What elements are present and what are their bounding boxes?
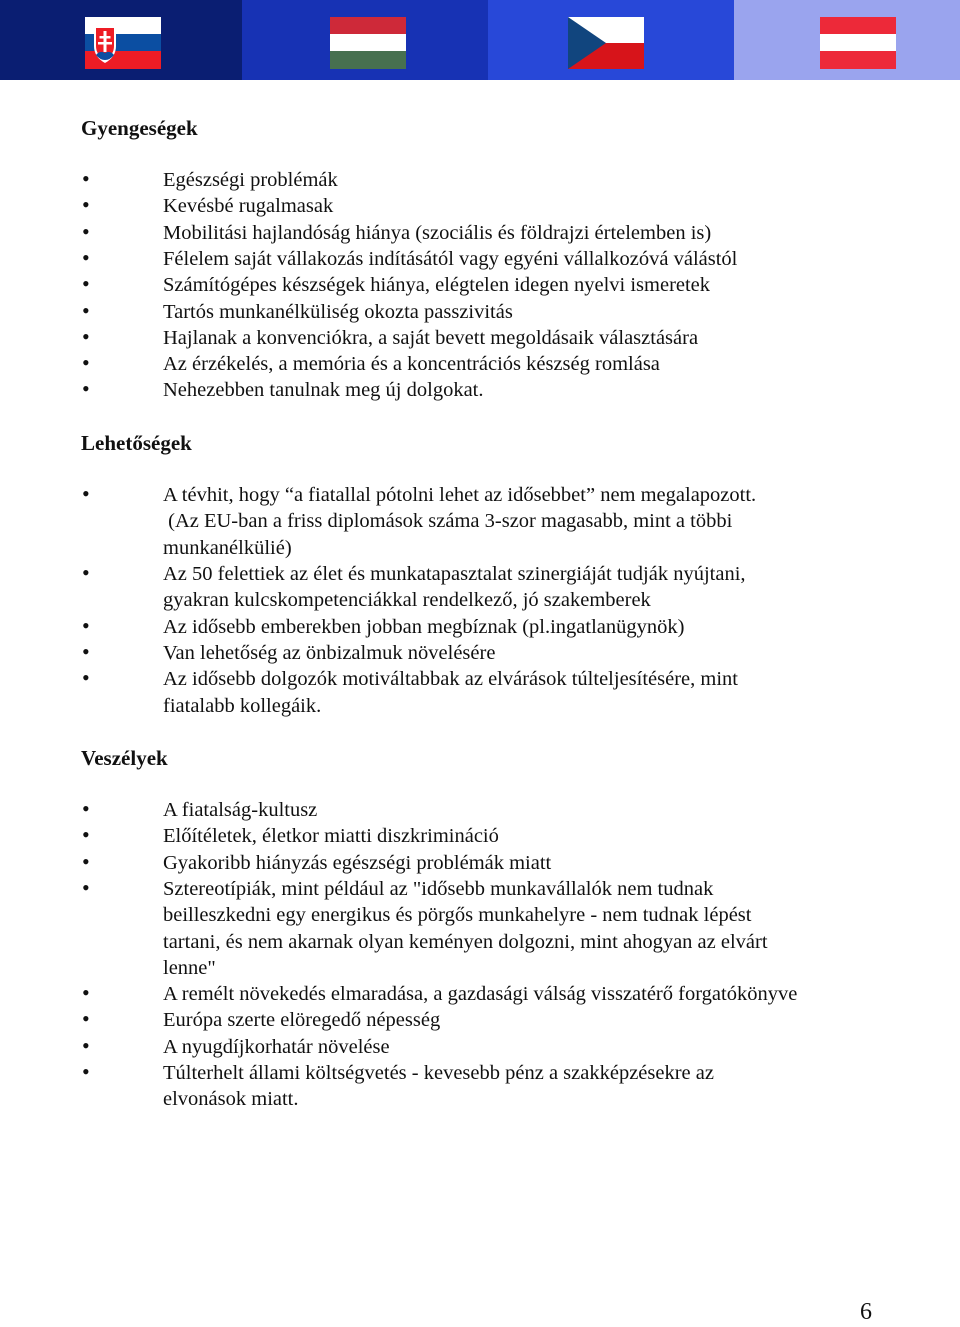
bullet-icon: • — [82, 796, 90, 821]
bullet-icon: • — [82, 874, 90, 900]
opportunities-item — [163, 640, 903, 666]
bullet-icon: • — [82, 1006, 90, 1032]
threats-item — [163, 850, 903, 876]
banner-band-4 — [734, 0, 960, 80]
list-item-line: Az idősebb emberekben jobban megbíznak (pl.ingatlanügynök) — [163, 615, 685, 638]
list-item-line: munkanélkülié) — [163, 536, 292, 559]
bullet-icon: • — [82, 980, 90, 1006]
opportunities-item — [163, 482, 903, 561]
page-number: 6 — [860, 1299, 872, 1325]
bullet-icon: • — [82, 822, 90, 848]
list-item-line: Sztereotípiák, mint például az "idősebb munkavállalók nem tudnak — [163, 877, 714, 900]
weaknesses-item — [163, 377, 903, 403]
opportunities-item — [163, 614, 903, 640]
weaknesses-item — [163, 193, 903, 219]
list-item-line: Az idősebb dolgozók motiváltabbak az elvárások túlteljesítésére, mint — [163, 668, 738, 691]
weaknesses-heading: Gyengeségek — [81, 116, 198, 140]
bullet-icon: • — [82, 244, 90, 270]
list-item-line: Az érzékelés, a memória és a koncentrációs készség romlása — [163, 353, 660, 376]
austria-flag-icon — [820, 17, 896, 69]
bullet-icon: • — [82, 218, 90, 244]
list-item-line: Számítógépes készségek hiánya, elégtelen idegen nyelvi ismeretek — [163, 274, 711, 297]
bullet-icon: • — [82, 638, 90, 664]
list-item-line: Mobilitási hajlandóság hiánya (szociális és földrajzi értelemben is) — [163, 221, 712, 244]
list-item-line: A remélt növekedés elmaradása, a gazdasági válság visszatérő forgatókönyve — [163, 983, 798, 1006]
weaknesses-item — [163, 351, 903, 377]
bullet-icon: • — [82, 1032, 90, 1058]
list-item-line: Az 50 felettiek az élet és munkatapasztalat szinergiáját tudják nyújtani, — [163, 562, 746, 585]
bullet-icon: • — [82, 192, 90, 218]
threats-item — [163, 1034, 903, 1060]
list-item-line: Előítéletek, életkor miatti diszkrimináció — [163, 825, 499, 848]
list-item-line: Kevésbé rugalmasak — [163, 195, 334, 218]
list-item-line: A tévhit, hogy “a fiatallal pótolni lehet az idősebbet” nem megalapozott. — [163, 484, 757, 506]
czech-flag-icon — [568, 17, 644, 69]
weaknesses-item — [163, 246, 903, 272]
bullet-icon: • — [82, 1059, 90, 1084]
list-item-line: Van lehetőség az önbizalmuk növelésére — [163, 641, 496, 664]
bullet-icon: • — [82, 665, 90, 691]
bullet-icon: • — [82, 612, 90, 638]
bullet-icon: • — [82, 271, 90, 297]
list-item-line: Tartós munkanélküliség okozta passzivitás — [163, 300, 513, 323]
list-item-line: Egészségi problémák — [163, 169, 338, 191]
threats-item — [163, 981, 903, 1007]
bullet-icon: • — [82, 481, 90, 506]
list-item-line: Gyakoribb hiányzás egészségi problémák miatt — [163, 851, 552, 874]
list-item-line: Hajlanak a konvenciókra, a saját bevett megoldásaik választására — [163, 326, 699, 349]
bullet-icon: • — [82, 297, 90, 323]
weaknesses-item — [163, 167, 903, 193]
threats-item — [163, 876, 903, 982]
list-item-line: (Az EU-ban a friss diplomások száma 3-szor magasabb, mint a többi — [163, 510, 733, 533]
weaknesses-item — [163, 272, 903, 298]
weaknesses-item — [163, 299, 903, 325]
banner-band-2 — [242, 0, 488, 80]
opportunities-item — [163, 561, 903, 614]
list-item-line: A fiatalság-kultusz — [163, 799, 318, 821]
bullet-icon: • — [82, 376, 90, 402]
weaknesses-item — [163, 220, 903, 246]
bullet-icon: • — [82, 350, 90, 376]
list-item-line: Nehezebben tanulnak meg új dolgokat. — [163, 379, 484, 402]
threats-item — [163, 823, 903, 849]
list-item-line: tartani, és nem akarnak olyan keményen dolgozni, mint ahogyan az elvárt — [163, 930, 768, 953]
bullet-icon: • — [82, 559, 90, 585]
list-item-line: A nyugdíjkorhatár növelése — [163, 1035, 390, 1058]
list-item-line: elvonások miatt. — [163, 1088, 299, 1111]
list-item-line: Félelem saját vállakozás indításától vagy egyéni vállalkozóvá válástól — [163, 247, 738, 270]
list-item-line: beilleszkedni egy energikus és pörgős munkahelyre - nem tudnak lépést — [163, 904, 752, 927]
list-item-line: lenne" — [163, 957, 216, 980]
hungary-flag-icon — [330, 17, 406, 69]
bullet-icon: • — [82, 848, 90, 874]
bullet-icon: • — [82, 166, 90, 191]
list-item-line: fiatalabb kollegáik. — [163, 694, 322, 717]
banner-band-1 — [0, 0, 242, 80]
opportunities-item — [163, 666, 903, 719]
slovakia-flag-icon — [85, 17, 161, 69]
banner-band-3 — [488, 0, 734, 80]
list-item-line: gyakran kulcskompetenciákkal rendelkező, jó szakemberek — [163, 589, 651, 612]
list-item-line: Európa szerte elöregedő népesség — [163, 1009, 441, 1032]
threats-item — [163, 1060, 903, 1113]
list-item-line: Túlterhelt állami költségvetés - kevesebb pénz a szakképzésekre az — [163, 1062, 714, 1084]
weaknesses-item — [163, 325, 903, 351]
bullet-icon: • — [82, 323, 90, 349]
threats-item — [163, 797, 903, 823]
threats-item — [163, 1007, 903, 1033]
opportunities-heading: Lehetőségek — [81, 431, 192, 455]
flag-banner — [0, 0, 960, 80]
threats-heading: Veszélyek — [81, 746, 168, 770]
